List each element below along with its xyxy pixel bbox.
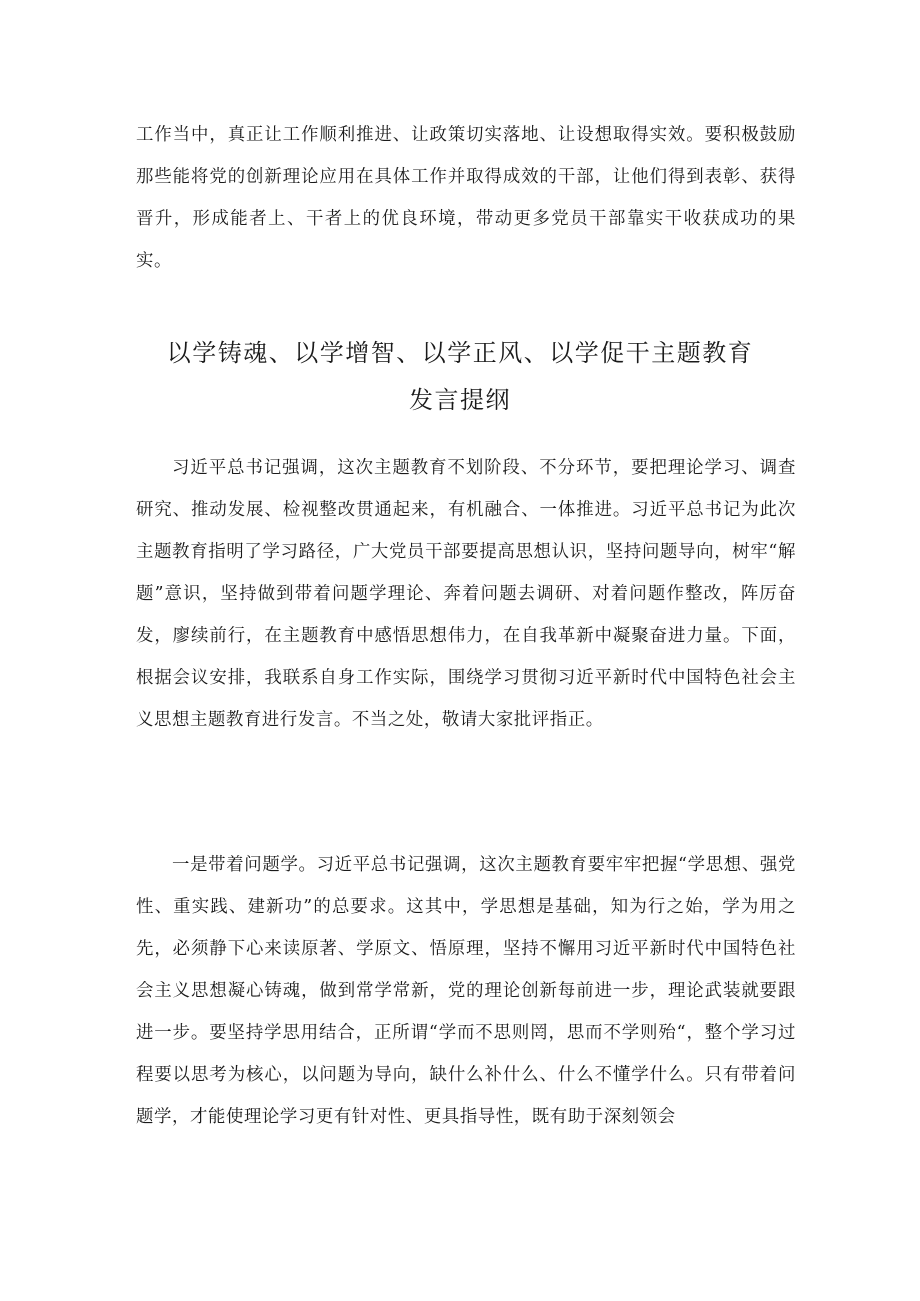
continued-paragraph: 工作当中，真正让工作顺利推进、让政策切实落地、让设想取得实效。要积极鼓励那些能将党的创新理论应用在具体工作并取得成效的干部，让他们得到表彰、获得晋升，形成能者上、干者上的优良环境，带动更多党员干部靠实干收获成功的果实。 [136,125,796,271]
point-one-paragraph: 一是带着问题学。习近平总书记强调，这次主题教育要牢牢把握“学思想、强党性、重实践、建新功”的总要求。这其中，学思想是基础，知为行之始，学为用之先，必须静下心来读原著、学原文、悟原理，坚持不懈用习近平新时代中国特色社会主义思想凝心铸魂，做到常学常新，党的理论创新每前进一步，理论武装就要跟进一步。要坚持学思用结合，正所谓“学而不思则罔，思而不学则殆“，整个学习过程要以思考为核心，以问题为导向，缺什么补什么、什么不懂学什么。只有带着问题学，才能使理论学习更有针对性、更具指导性，既有助于深刻领会 [136,855,796,1127]
document-title-line-2: 发言提纲 [409,386,511,414]
document-title-line-1: 以学铸魂、以学增智、以学正风、以学促干主题教育 [166,339,754,367]
intro-paragraph: 习近平总书记强调，这次主题教育不划阶段、不分环节，要把理论学习、调查研究、推动发展、检视整改贯通起来，有机融合、一体推进。习近平总书记为此次主题教育指明了学习路径，广大党员干部要提高思想认识，坚持问题导向，树牢“解题”意识，坚持做到带着问题学理论、奔着问题去调研、对着问题作整改，阵厉奋发，廖续前行，在主题教育中感悟思想伟力，在自我革新中凝聚奋进力量。下面，根据会议安排，我联系自身工作实际，围绕学习贯彻习近平新时代中国特色社会主义思想主题教育进行发言。不当之处，敬请大家批评指正。 [136,458,796,730]
